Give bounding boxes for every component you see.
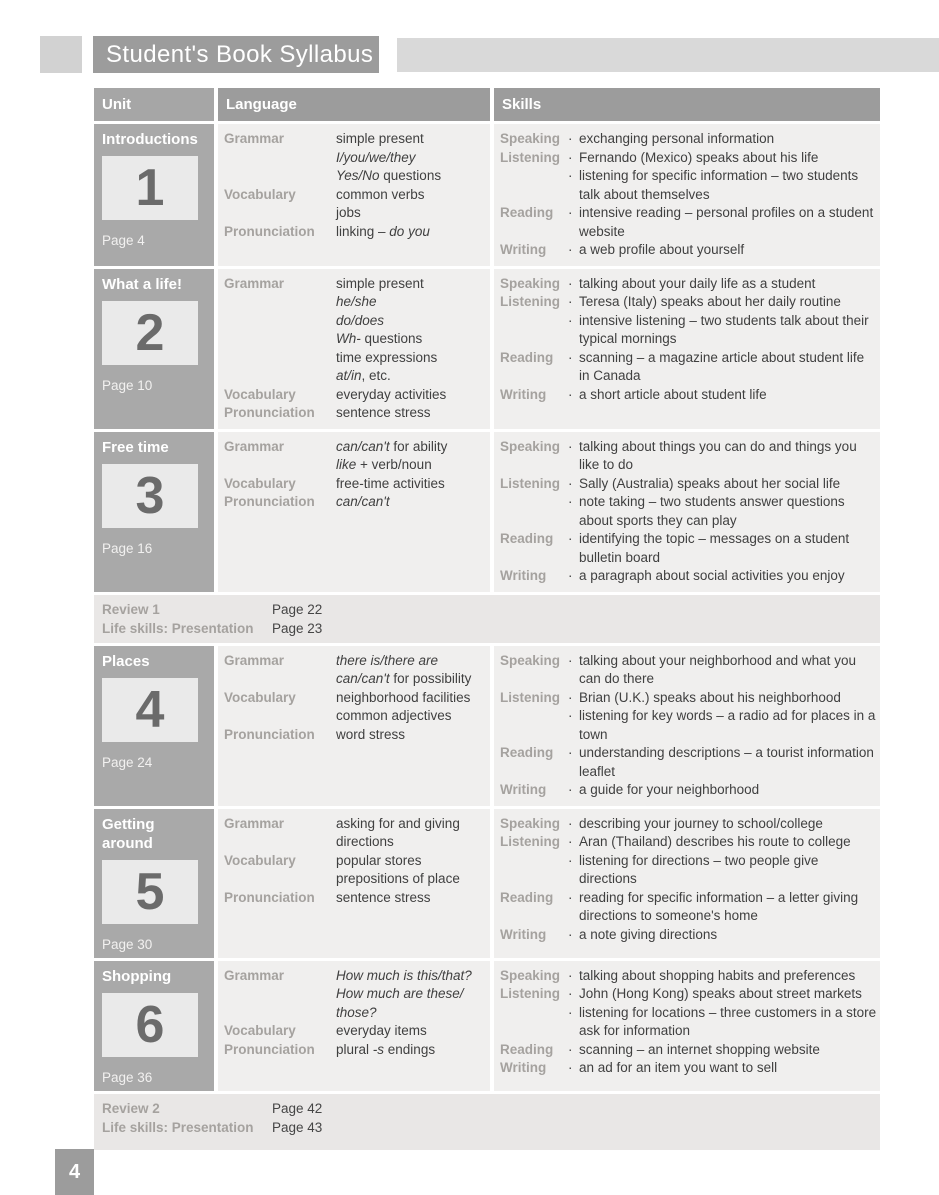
- language-group: [224, 186, 488, 223]
- skill-group: [500, 530, 878, 567]
- skill-items: [566, 967, 878, 986]
- language-group: [224, 1022, 488, 1041]
- skill-category-label: Listening: [500, 834, 560, 849]
- skill-items: [566, 204, 878, 241]
- skill-items: [566, 241, 878, 260]
- review-row: [94, 1094, 880, 1150]
- unit-number-box: [102, 860, 198, 924]
- skill-item: · an ad for an item you want to sell: [566, 1059, 878, 1078]
- unit-number: 1: [135, 159, 165, 217]
- unit-cell: [94, 646, 214, 806]
- skill-item: · exchanging personal information: [566, 130, 878, 149]
- bullet-icon: ·: [568, 689, 573, 705]
- language-group: [224, 130, 488, 186]
- review-entry: [102, 1118, 880, 1137]
- bullet-icon: ·: [568, 349, 573, 365]
- skill-group: [500, 652, 878, 689]
- unit-cell: [94, 432, 214, 592]
- table-body: [94, 124, 880, 1150]
- language-line: can/can't for ability: [336, 438, 448, 454]
- skill-category-label: Listening: [500, 149, 560, 165]
- bullet-icon: ·: [568, 815, 573, 831]
- unit-cell: [94, 124, 214, 266]
- skill-group: [500, 926, 878, 945]
- language-line: I/you/we/they: [336, 149, 416, 165]
- language-category-label: Grammar: [224, 275, 285, 291]
- review-entry-label: Life skills: Presentation: [102, 1119, 254, 1135]
- syllabus-table: [94, 88, 880, 1150]
- skill-group: [500, 475, 878, 531]
- skill-item: · a note giving directions: [566, 926, 878, 945]
- unit-page-label: Page 4: [102, 233, 145, 248]
- language-cell: [218, 646, 490, 806]
- bullet-icon: ·: [568, 131, 573, 146]
- skill-items: [566, 652, 878, 689]
- unit-number: 4: [135, 680, 165, 739]
- language-lines: [336, 438, 488, 475]
- skill-items: [566, 275, 878, 294]
- language-group: [224, 275, 488, 386]
- language-group: [224, 815, 488, 852]
- page-number-badge: 4: [55, 1149, 94, 1195]
- skill-item: · scanning – an internet shopping website: [566, 1041, 878, 1060]
- language-line: common verbs: [336, 186, 425, 202]
- language-group: [224, 493, 488, 512]
- review-row: [94, 595, 880, 643]
- skills-cell: [494, 432, 880, 592]
- skill-category-label: Reading: [500, 349, 554, 365]
- language-line: directions: [336, 834, 394, 849]
- language-line: neighborhood facilities: [336, 689, 471, 705]
- review-entry-page: Page 42: [272, 1100, 323, 1116]
- language-line: like + verb/noun: [336, 457, 432, 472]
- bullet-icon: ·: [568, 494, 573, 509]
- skill-items: [566, 815, 878, 834]
- skill-item: · listening for directions – two people give directions: [568, 852, 819, 886]
- unit-row: [94, 809, 880, 958]
- language-line: How much are these/: [336, 986, 464, 1001]
- skill-item: · Teresa (Italy) speaks about her daily routine: [566, 293, 878, 312]
- bullet-icon: ·: [568, 652, 573, 668]
- language-group: [224, 438, 488, 475]
- bullet-icon: ·: [568, 168, 573, 183]
- language-category-label: Vocabulary: [224, 689, 296, 705]
- skill-item: · talking about things you can do and things you like to do: [568, 438, 857, 472]
- skill-group: [500, 241, 878, 260]
- language-group: [224, 889, 488, 908]
- language-lines: [336, 404, 488, 423]
- unit-name: Introductions: [102, 131, 198, 148]
- skill-item: · identifying the topic – messages on a student bulletin board: [568, 531, 850, 565]
- unit-number: 6: [135, 995, 165, 1054]
- unit-number-box: [102, 993, 198, 1057]
- language-line: plural -s endings: [336, 1041, 436, 1057]
- review-entry-page: Page 43: [272, 1119, 323, 1135]
- bullet-icon: ·: [568, 475, 573, 491]
- skill-item: · talking about your neighborhood and what you can do there: [568, 652, 856, 686]
- bullet-icon: ·: [568, 986, 573, 1001]
- skill-items: [566, 1059, 878, 1078]
- skill-items: [566, 438, 878, 475]
- skill-category-label: Speaking: [500, 438, 561, 454]
- unit-cell: [94, 809, 214, 958]
- language-category-label: Vocabulary: [224, 1023, 296, 1038]
- skills-cell: [494, 646, 880, 806]
- language-line: time expressions: [336, 349, 438, 365]
- title-bar-extension: [397, 38, 939, 72]
- bullet-icon: ·: [568, 242, 573, 257]
- language-lines: [336, 1041, 488, 1060]
- bullet-icon: ·: [568, 568, 573, 583]
- language-category-label: Grammar: [224, 815, 285, 831]
- skill-item: · listening for locations – three customers in a store ask for information: [568, 1004, 877, 1038]
- review-entry-label: Life skills: Presentation: [102, 620, 254, 636]
- bullet-icon: ·: [568, 149, 573, 165]
- skill-items: [566, 386, 878, 405]
- skill-group: [500, 815, 878, 834]
- unit-name: Getting around: [102, 815, 155, 852]
- language-line: there is/there are: [336, 652, 439, 668]
- unit-page-label: Page 16: [102, 540, 153, 556]
- skill-items: [566, 926, 878, 945]
- language-category-label: Vocabulary: [224, 852, 296, 868]
- skill-item: · a short article about student life: [566, 386, 878, 405]
- language-group: [224, 386, 488, 405]
- skill-item: · a web profile about yourself: [566, 241, 878, 260]
- language-lines: [336, 130, 488, 186]
- language-group: [224, 652, 488, 689]
- unit-name: Places: [102, 652, 150, 670]
- language-category-label: Pronunciation: [224, 1041, 315, 1057]
- unit-page-label: Page 30: [102, 936, 153, 952]
- skill-category-label: Reading: [500, 1041, 554, 1057]
- skill-items: [566, 781, 878, 800]
- bullet-icon: ·: [568, 1041, 573, 1057]
- language-group: [224, 726, 488, 745]
- language-line: sentence stress: [336, 405, 431, 420]
- review-entry: [102, 600, 880, 619]
- language-line: everyday activities: [336, 386, 447, 402]
- language-line: at/in, etc.: [336, 368, 391, 383]
- skill-category-label: Reading: [500, 745, 554, 760]
- review-entry-label: Review 1: [102, 601, 160, 617]
- language-category-label: Grammar: [224, 652, 285, 668]
- language-lines: [336, 689, 488, 726]
- skill-category-label: Writing: [500, 926, 547, 942]
- language-category-label: Vocabulary: [224, 475, 296, 491]
- bullet-icon: ·: [568, 312, 573, 328]
- language-category-label: Pronunciation: [224, 889, 315, 905]
- skill-items: [566, 744, 878, 781]
- language-lines: [336, 815, 488, 852]
- skill-category-label: Reading: [500, 531, 554, 546]
- bullet-icon: ·: [568, 708, 573, 723]
- skill-items: [566, 985, 878, 1041]
- language-group: [224, 1041, 488, 1060]
- skill-item: · listening for key words – a radio ad for places in a town: [568, 708, 876, 742]
- unit-number: 5: [135, 862, 165, 921]
- skill-group: [500, 1041, 878, 1060]
- language-line: word stress: [336, 726, 406, 742]
- skill-category-label: Writing: [500, 386, 547, 402]
- skill-group: [500, 349, 878, 386]
- skill-items: [566, 349, 878, 386]
- language-lines: [336, 475, 488, 494]
- skill-item: · talking about your daily life as a student: [566, 275, 878, 294]
- corner-decoration: [40, 36, 82, 73]
- skill-category-label: Reading: [500, 205, 554, 220]
- skill-category-label: Speaking: [500, 967, 561, 983]
- skills-cell: [494, 809, 880, 958]
- skill-items: [566, 1041, 878, 1060]
- language-lines: [336, 889, 488, 908]
- language-line: popular stores: [336, 852, 422, 868]
- bullet-icon: ·: [568, 294, 573, 309]
- skill-item: · scanning – a magazine article about student life in Canada: [568, 349, 865, 383]
- skill-items: [566, 293, 878, 349]
- skill-category-label: Writing: [500, 242, 547, 257]
- skill-group: [500, 689, 878, 745]
- unit-name: Free time: [102, 438, 169, 456]
- bullet-icon: ·: [568, 889, 573, 905]
- bullet-icon: ·: [568, 967, 573, 983]
- skill-category-label: Writing: [500, 782, 547, 797]
- skill-group: [500, 781, 878, 800]
- language-lines: [336, 967, 488, 1023]
- language-group: [224, 689, 488, 726]
- language-lines: [336, 852, 488, 889]
- skills-cell: [494, 269, 880, 429]
- unit-row: [94, 961, 880, 1091]
- language-category-label: Pronunciation: [224, 494, 315, 509]
- unit-name: What a life!: [102, 275, 183, 293]
- skill-item: · describing your journey to school/college: [566, 815, 878, 834]
- unit-number: 2: [135, 303, 165, 362]
- skill-group: [500, 744, 878, 781]
- language-line: he/she: [336, 294, 377, 309]
- skills-cell: [494, 961, 880, 1091]
- skill-item: · a paragraph about social activities you enjoy: [566, 567, 878, 586]
- skill-item: · listening for specific information – two students talk about themselves: [568, 168, 859, 202]
- unit-row: [94, 432, 880, 592]
- language-line: can/can't for possibility: [336, 671, 472, 686]
- unit-cell: [94, 961, 214, 1091]
- skill-category-label: Speaking: [500, 131, 561, 146]
- unit-row: [94, 124, 880, 266]
- unit-row: [94, 646, 880, 806]
- bullet-icon: ·: [568, 1060, 573, 1075]
- bullet-icon: ·: [568, 1004, 573, 1020]
- skill-item: · note taking – two students answer questions about sports they can play: [568, 494, 845, 528]
- review-entry-page: Page 23: [272, 620, 323, 636]
- skill-category-label: Speaking: [500, 652, 561, 668]
- skill-items: [566, 833, 878, 889]
- skills-cell: [494, 124, 880, 266]
- language-cell: [218, 124, 490, 266]
- language-lines: [336, 223, 488, 242]
- language-category-label: Grammar: [224, 438, 285, 454]
- language-lines: [336, 275, 488, 386]
- bullet-icon: ·: [568, 745, 573, 760]
- language-cell: [218, 269, 490, 429]
- skill-category-label: Speaking: [500, 275, 561, 291]
- language-line: free-time activities: [336, 475, 445, 491]
- skill-category-label: Reading: [500, 889, 554, 905]
- language-line: How much is this/that?: [336, 967, 472, 983]
- review-entry: [102, 619, 880, 638]
- skill-group: [500, 204, 878, 241]
- skill-item: · intensive listening – two students talk about their typical mornings: [568, 312, 869, 346]
- page-title: Student's Book Syllabus: [93, 36, 379, 73]
- unit-cell: [94, 269, 214, 429]
- skill-category-label: Speaking: [500, 815, 561, 831]
- language-line: Yes/No questions: [336, 168, 442, 183]
- skill-group: [500, 833, 878, 889]
- bullet-icon: ·: [568, 205, 573, 220]
- bullet-icon: ·: [568, 438, 573, 454]
- skill-category-label: Listening: [500, 475, 560, 491]
- language-cell: [218, 432, 490, 592]
- language-lines: [336, 186, 488, 223]
- skill-group: [500, 1059, 878, 1078]
- skill-group: [500, 275, 878, 294]
- skill-items: [566, 689, 878, 745]
- unit-row: [94, 269, 880, 429]
- skill-group: [500, 438, 878, 475]
- language-group: [224, 967, 488, 1023]
- bullet-icon: ·: [568, 782, 573, 797]
- language-line: sentence stress: [336, 889, 431, 905]
- unit-page-label: Page 24: [102, 754, 153, 770]
- language-line: linking – do you: [336, 223, 430, 239]
- unit-number: 3: [135, 466, 165, 525]
- skill-item: · understanding descriptions – a tourist information leaflet: [568, 745, 874, 779]
- bullet-icon: ·: [568, 386, 573, 402]
- skill-item: · Aran (Thailand) describes his route to college: [566, 833, 878, 852]
- language-line: do/does: [336, 312, 385, 328]
- skill-group: [500, 293, 878, 349]
- unit-page-label: Page 36: [102, 1069, 153, 1085]
- language-line: everyday items: [336, 1023, 427, 1038]
- skill-item: · intensive reading – personal profiles on a student website: [568, 205, 874, 239]
- review-entry-label: Review 2: [102, 1100, 160, 1116]
- skill-group: [500, 130, 878, 149]
- language-line: Wh- questions: [336, 331, 423, 346]
- language-line: simple present: [336, 131, 424, 146]
- language-category-label: Vocabulary: [224, 186, 296, 202]
- skill-category-label: Listening: [500, 689, 560, 705]
- skill-items: [566, 130, 878, 149]
- bullet-icon: ·: [568, 531, 573, 546]
- language-lines: [336, 652, 488, 689]
- skill-items: [566, 530, 878, 567]
- language-line: simple present: [336, 275, 424, 291]
- language-lines: [336, 493, 488, 512]
- language-line: prepositions of place: [336, 871, 460, 886]
- bullet-icon: ·: [568, 834, 573, 849]
- skill-category-label: Listening: [500, 986, 560, 1001]
- skill-items: [566, 889, 878, 926]
- table-header-row: [94, 88, 880, 121]
- language-line: jobs: [336, 205, 361, 220]
- language-group: [224, 852, 488, 889]
- language-category-label: Grammar: [224, 967, 285, 983]
- skill-item: · a guide for your neighborhood: [566, 781, 878, 800]
- unit-number-box: [102, 464, 198, 528]
- language-lines: [336, 1022, 488, 1041]
- unit-number-box: [102, 301, 198, 365]
- language-category-label: Grammar: [224, 131, 285, 146]
- skill-item: · reading for specific information – a letter giving directions to someone's home: [568, 889, 859, 923]
- skill-item: · Sally (Australia) speaks about her social life: [566, 475, 878, 494]
- skill-item: · John (Hong Kong) speaks about street markets: [566, 985, 878, 1004]
- language-category-label: Pronunciation: [224, 726, 315, 742]
- bullet-icon: ·: [568, 275, 573, 291]
- skill-group: [500, 386, 878, 405]
- bullet-icon: ·: [568, 926, 573, 942]
- review-entry-page: Page 22: [272, 601, 323, 617]
- skill-item: · talking about shopping habits and preferences: [566, 967, 878, 986]
- language-group: [224, 223, 488, 242]
- language-cell: [218, 809, 490, 958]
- column-header-unit: Unit: [94, 88, 214, 121]
- language-lines: [336, 386, 488, 405]
- unit-name: Shopping: [102, 967, 172, 985]
- language-lines: [336, 726, 488, 745]
- language-group: [224, 475, 488, 494]
- skill-category-label: Listening: [500, 294, 560, 309]
- unit-number-box: [102, 156, 198, 220]
- language-line: common adjectives: [336, 708, 452, 723]
- column-header-language: Language: [218, 88, 490, 121]
- bullet-icon: ·: [568, 852, 573, 868]
- language-line: can/can't: [336, 494, 390, 509]
- skill-group: [500, 889, 878, 926]
- skill-item: · Fernando (Mexico) speaks about his life: [566, 149, 878, 168]
- skill-group: [500, 567, 878, 586]
- skill-items: [566, 149, 878, 205]
- language-line: asking for and giving: [336, 815, 460, 831]
- skill-group: [500, 967, 878, 986]
- skill-items: [566, 475, 878, 531]
- skill-item: · Brian (U.K.) speaks about his neighborhood: [566, 689, 878, 708]
- skill-category-label: Writing: [500, 568, 547, 583]
- language-line: those?: [336, 1004, 377, 1020]
- skill-group: [500, 149, 878, 205]
- language-category-label: Pronunciation: [224, 223, 315, 239]
- skill-items: [566, 567, 878, 586]
- unit-page-label: Page 10: [102, 377, 153, 393]
- skill-group: [500, 985, 878, 1041]
- language-category-label: Pronunciation: [224, 405, 315, 420]
- language-group: [224, 404, 488, 423]
- review-entry: [102, 1099, 880, 1118]
- language-category-label: Vocabulary: [224, 386, 296, 402]
- column-header-skills: Skills: [494, 88, 880, 121]
- unit-number-box: [102, 678, 198, 742]
- skill-category-label: Writing: [500, 1060, 547, 1075]
- language-cell: [218, 961, 490, 1091]
